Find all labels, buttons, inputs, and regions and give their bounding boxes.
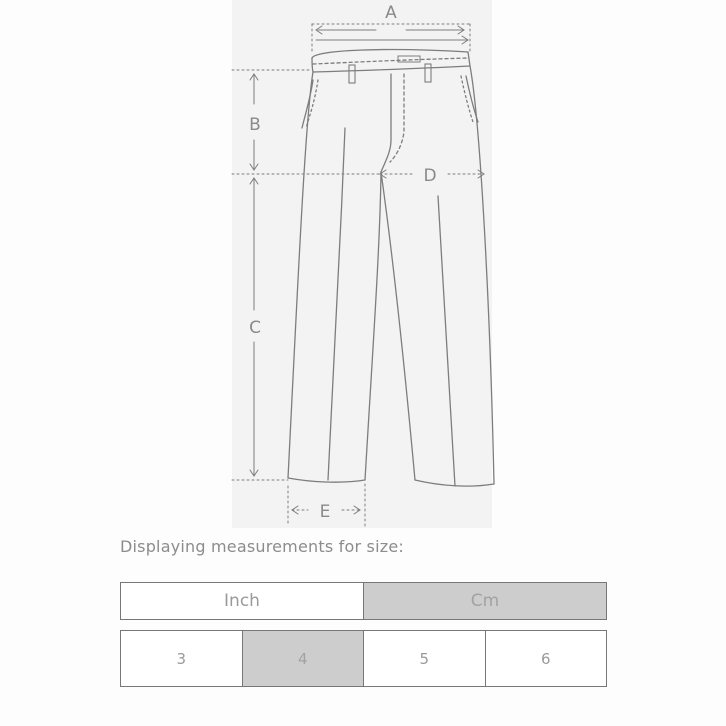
size-caption: Displaying measurements for size: bbox=[120, 537, 404, 556]
label-b: B bbox=[249, 115, 261, 135]
unit-option-inch[interactable]: Inch bbox=[121, 583, 363, 619]
size-option-6[interactable]: 6 bbox=[485, 631, 607, 686]
label-d: D bbox=[423, 166, 437, 186]
label-e: E bbox=[319, 502, 331, 522]
label-c: C bbox=[249, 318, 261, 338]
measurement-guides bbox=[232, 24, 484, 526]
size-option-4[interactable]: 4 bbox=[242, 631, 364, 686]
trousers-outline bbox=[288, 66, 494, 486]
size-selector bbox=[120, 630, 607, 687]
size-option-5[interactable]: 5 bbox=[363, 631, 485, 686]
size-option-3[interactable]: 3 bbox=[121, 631, 242, 686]
unit-toggle bbox=[120, 582, 607, 620]
unit-option-cm[interactable]: Cm bbox=[363, 583, 606, 619]
label-a: A bbox=[385, 3, 397, 23]
